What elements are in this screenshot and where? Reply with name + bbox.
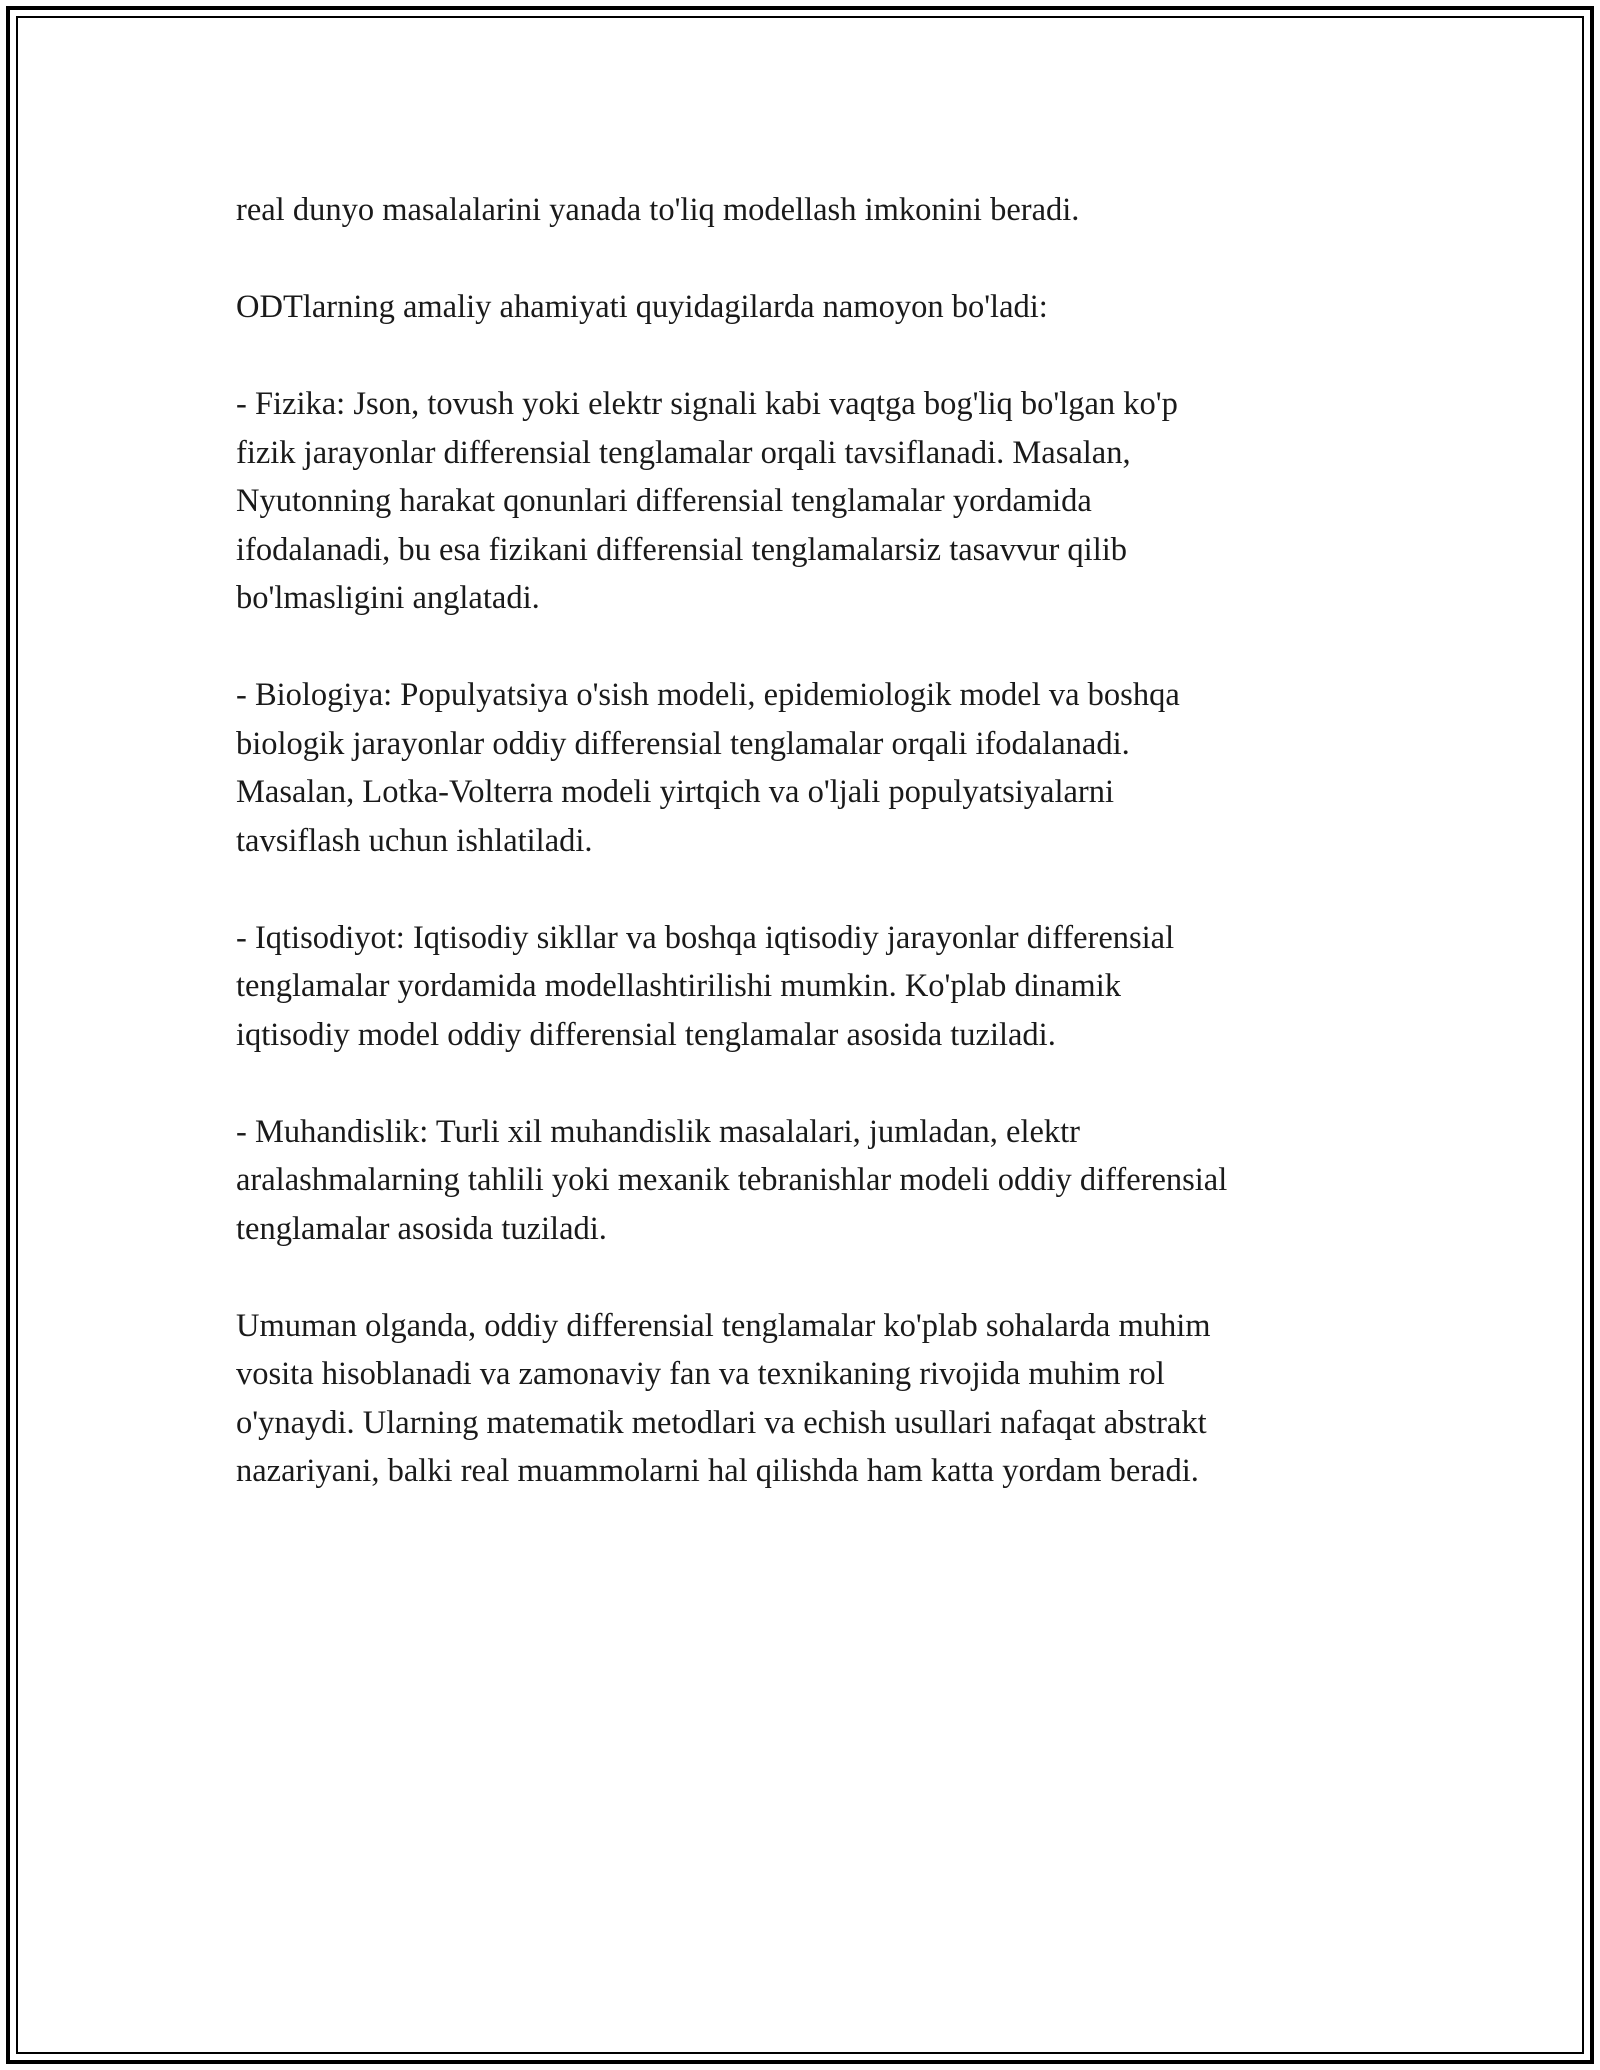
text-line: - Biologiya: Populyatsiya o'sish modeli, epidemiologik model va boshqa <box>236 677 1180 713</box>
paragraph-engineering <box>236 1108 1366 1254</box>
text-line: tenglamalar asosida tuziladi. <box>236 1210 607 1247</box>
text-line: ODTlarning amaliy ahamiyati quyidagilarda namoyon bo'ladi: <box>236 289 1048 325</box>
text-line: Nyutonning harakat qonunlari differensial tenglamalar yordamida <box>236 483 1092 519</box>
paragraph-conclusion <box>236 1302 1366 1496</box>
document-body <box>236 186 1366 1544</box>
text-line: o'ynaydi. Ularning matematik metodlari va echish usullari nafaqat abstrakt <box>236 1404 1207 1441</box>
text-line: vosita hisoblanadi va zamonaviy fan va texnikaning rivojida muhim rol <box>236 1356 1165 1392</box>
text-line: tenglamalar yordamida modellashtirilishi mumkin. Ko'plab dinamik <box>236 968 1121 1004</box>
text-line: - Muhandislik: Turli xil muhandislik masalalari, jumladan, elektr <box>236 1113 1081 1150</box>
text-line: - Iqtisodiyot: Iqtisodiy sikllar va boshqa iqtisodiy jarayonlar differensial <box>236 919 1175 956</box>
text-line: iqtisodiy model oddiy differensial tenglamalar asosida tuziladi. <box>236 1016 1056 1053</box>
text-line: biologik jarayonlar oddiy differensial tenglamalar orqali ifodalanadi. <box>236 725 1130 762</box>
text-line: nazariyani, balki real muammolarni hal qilishda ham katta yordam beradi. <box>236 1453 1199 1489</box>
paragraph-practical-significance <box>236 283 1366 332</box>
text-line: Masalan, Lotka-Volterra modeli yirtqich va o'ljali populyatsiyalarni <box>236 774 1115 810</box>
text-line: real dunyo masalalarini yanada to'liq modellash imkonini beradi. <box>236 192 1080 228</box>
paragraph-physics <box>236 380 1366 623</box>
text-line: Umuman olganda, oddiy differensial tenglamalar ko'plab sohalarda muhim <box>236 1307 1211 1344</box>
paragraph-intro-continuation <box>236 186 1366 235</box>
paragraph-biology <box>236 671 1366 865</box>
text-line: fizik jarayonlar differensial tenglamalar orqali tavsiflanadi. Masalan, <box>236 434 1131 471</box>
paragraph-economics <box>236 914 1366 1060</box>
text-line: ifodalanadi, bu esa fizikani differensial tenglamalarsiz tasavvur qilib <box>236 531 1128 568</box>
text-line: bo'lmasligini anglatadi. <box>236 580 540 616</box>
text-line: - Fizika: Json, tovush yoki elektr signali kabi vaqtga bog'liq bo'lgan ko'p <box>236 386 1178 422</box>
text-line: aralashmalarning tahlili yoki mexanik tebranishlar modeli oddiy differensial <box>236 1162 1228 1198</box>
text-line: tavsiflash uchun ishlatiladi. <box>236 822 593 859</box>
